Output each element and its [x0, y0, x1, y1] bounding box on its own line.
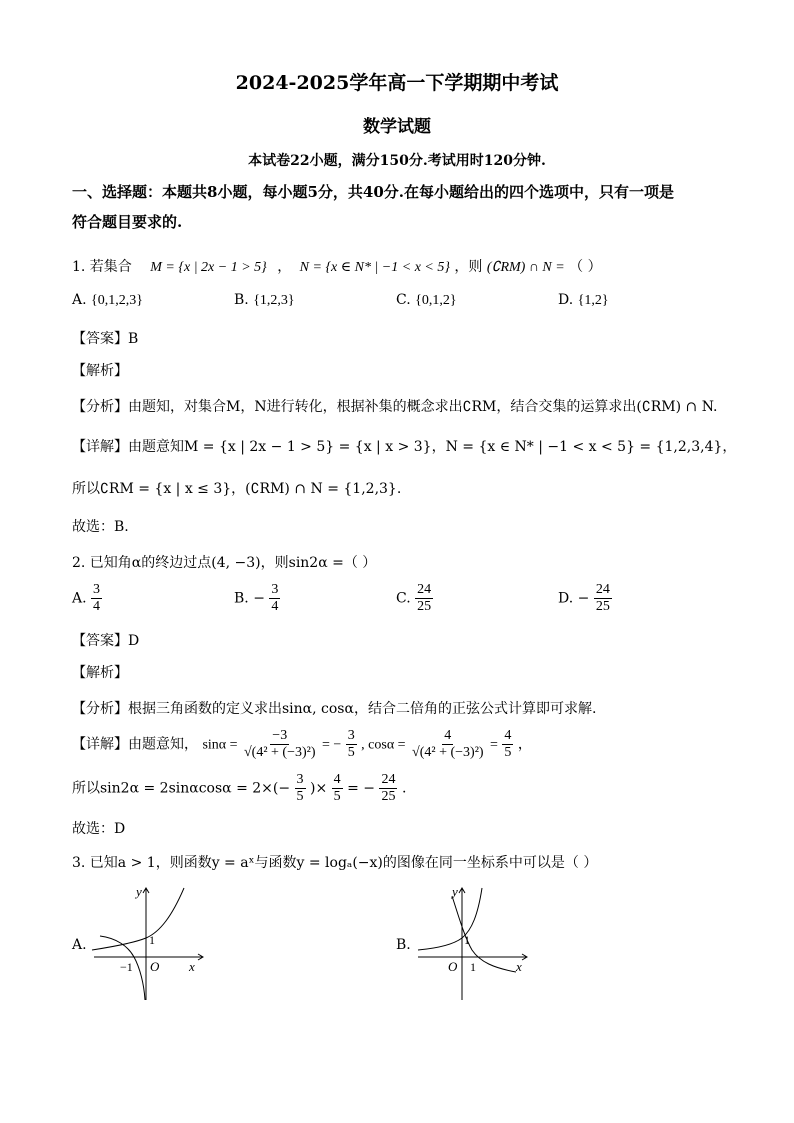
q2-cos-fraction: $\frac{4}{\text{√(4² + (−3)²)}}$ — [412, 728, 484, 760]
q2-so-frac2: $\frac{4}{5}$ — [333, 772, 341, 804]
q3-graph-b-tick-1x: 1 — [470, 960, 476, 974]
q1-detail: 【详解】由题意知M = {x | 2x − 1 > 5} = {x | x > 3}，N = {x ∈ N* | −1 < x < 5} = {1,2,3,4}， — [72, 439, 737, 455]
q2-option-a-fraction: $\frac{3}{4}$ — [93, 582, 101, 614]
q3-graph-b-tick-1y: 1 — [464, 933, 470, 947]
q1-stem: 1. 若集合 M = {x | 2x − 1 > 5} ， N = {x ∈ N* | −1 < x < 5} ，则 (∁RM) ∩ N = （ ） — [72, 259, 602, 275]
q1-option-a: A. {0,1,2,3} — [72, 292, 143, 308]
q1-expr: (∁RM) ∩ N = — [486, 260, 565, 275]
q3-graph-b-y-label: y — [452, 884, 458, 899]
q3-graph-a — [88, 880, 218, 1005]
page-title: 2024-2025学年高一下学期期中考试 — [235, 72, 559, 94]
q1-option-d: D. {1,2} — [558, 292, 609, 308]
section-heading-line2: 符合题目要求的. — [72, 213, 183, 231]
q3-graph-b-label: B. — [396, 937, 411, 953]
q2-option-c: C. $\frac{24}{25}$ — [396, 582, 432, 614]
q2-detail: 【详解】由题意知， sinα = $\frac{-3}{\text{√(4² + (−3)²)}}$ = − $\frac{3}{5}$ , cosα = $\frac{4}{\text{√(4² + (−3)²)}}$ = $\frac{4}{5}$ ， — [72, 728, 532, 760]
q2-option-d: D. − $\frac{24}{25}$ — [558, 582, 610, 614]
q1-analysis: 【分析】由题知，对集合M，N进行转化，根据补集的概念求出∁RM，结合交集的运算求出(∁RM) ∩ N. — [72, 399, 718, 415]
exam-note: 本试卷22小题，满分150分.考试用时120分钟. — [248, 153, 546, 169]
q3-graph-a-origin: O — [150, 959, 160, 974]
q2-choice: 故选：D — [72, 821, 126, 837]
q2-answer: 【答案】D — [72, 633, 140, 649]
q2-stem: 2. 已知角α的终边过点(4, −3)，则sin2α =（ ） — [72, 555, 377, 571]
q2-option-b-fraction: $\frac{3}{4}$ — [271, 582, 279, 614]
q1-option-c: C. {0,1,2} — [396, 292, 457, 308]
q3-graph-a-label: A. — [72, 937, 87, 953]
q1-set-m: M = {x | 2x − 1 > 5} — [150, 260, 267, 275]
q1-then: ，则 — [454, 259, 483, 275]
q1-set-n: N = {x ∈ N* | −1 < x < 5} — [299, 260, 450, 275]
q3-graph-a-tick-neg1: −1 — [120, 960, 133, 974]
q2-so-frac1: $\frac{3}{5}$ — [296, 772, 304, 804]
q1-choice: 故选：B. — [72, 519, 129, 535]
q1-therefore: 所以∁RM = {x | x ≤ 3}，(∁RM) ∩ N = {1,2,3}. — [72, 481, 402, 497]
q2-sin-fraction: $\frac{-3}{\text{√(4² + (−3)²)}}$ — [243, 728, 316, 760]
exam-subtitle: 数学试题 — [363, 117, 431, 137]
section-heading-line1: 一、选择题：本题共8小题，每小题5分，共40分.在每小题给出的四个选项中，只有一项是 — [72, 183, 674, 201]
q1-jiexi: 【解析】 — [72, 363, 128, 379]
q2-so: 所以sin2α = 2sinαcosα = 2×(− $\frac{3}{5}$ )× $\frac{4}{5}$ = − $\frac{24}{25}$ . — [72, 772, 407, 804]
q2-option-b: B. − $\frac{3}{4}$ — [234, 582, 279, 614]
q3-stem: 3. 已知a > 1，则函数y = aˣ与函数y = logₐ(−x)的图像在同一坐标系中可以是（ ） — [72, 855, 598, 871]
q1-option-b: B. {1,2,3} — [234, 292, 295, 308]
q2-option-d-fraction: $\frac{24}{25}$ — [595, 582, 610, 614]
q2-jiexi: 【解析】 — [72, 665, 128, 681]
q2-so-frac3: $\frac{24}{25}$ — [381, 772, 396, 804]
q3-graph-b-x-label: x — [516, 959, 522, 974]
q3-graph-a-tick-1: 1 — [149, 933, 155, 947]
q3-graph-b — [412, 880, 542, 1005]
q3-graph-a-y-label: y — [136, 884, 142, 899]
q2-option-a: A. $\frac{3}{4}$ — [72, 582, 101, 614]
q3-graph-a-x-label: x — [189, 959, 195, 974]
q3-graph-b-exp-curve — [418, 888, 482, 950]
q1-answer: 【答案】B — [72, 331, 139, 347]
q2-analysis: 【分析】根据三角函数的定义求出sinα, cosα，结合二倍角的正弦公式计算即可求解. — [72, 701, 597, 717]
q2-sin-result: $\frac{3}{5}$ — [347, 728, 355, 760]
q3-graph-b-origin: O — [448, 959, 458, 974]
q1-number: 1. 若集合 — [72, 259, 132, 275]
q2-cos-result: $\frac{4}{5}$ — [504, 728, 512, 760]
q1-paren: （ ） — [569, 259, 602, 275]
q2-option-c-fraction: $\frac{24}{25}$ — [417, 582, 432, 614]
